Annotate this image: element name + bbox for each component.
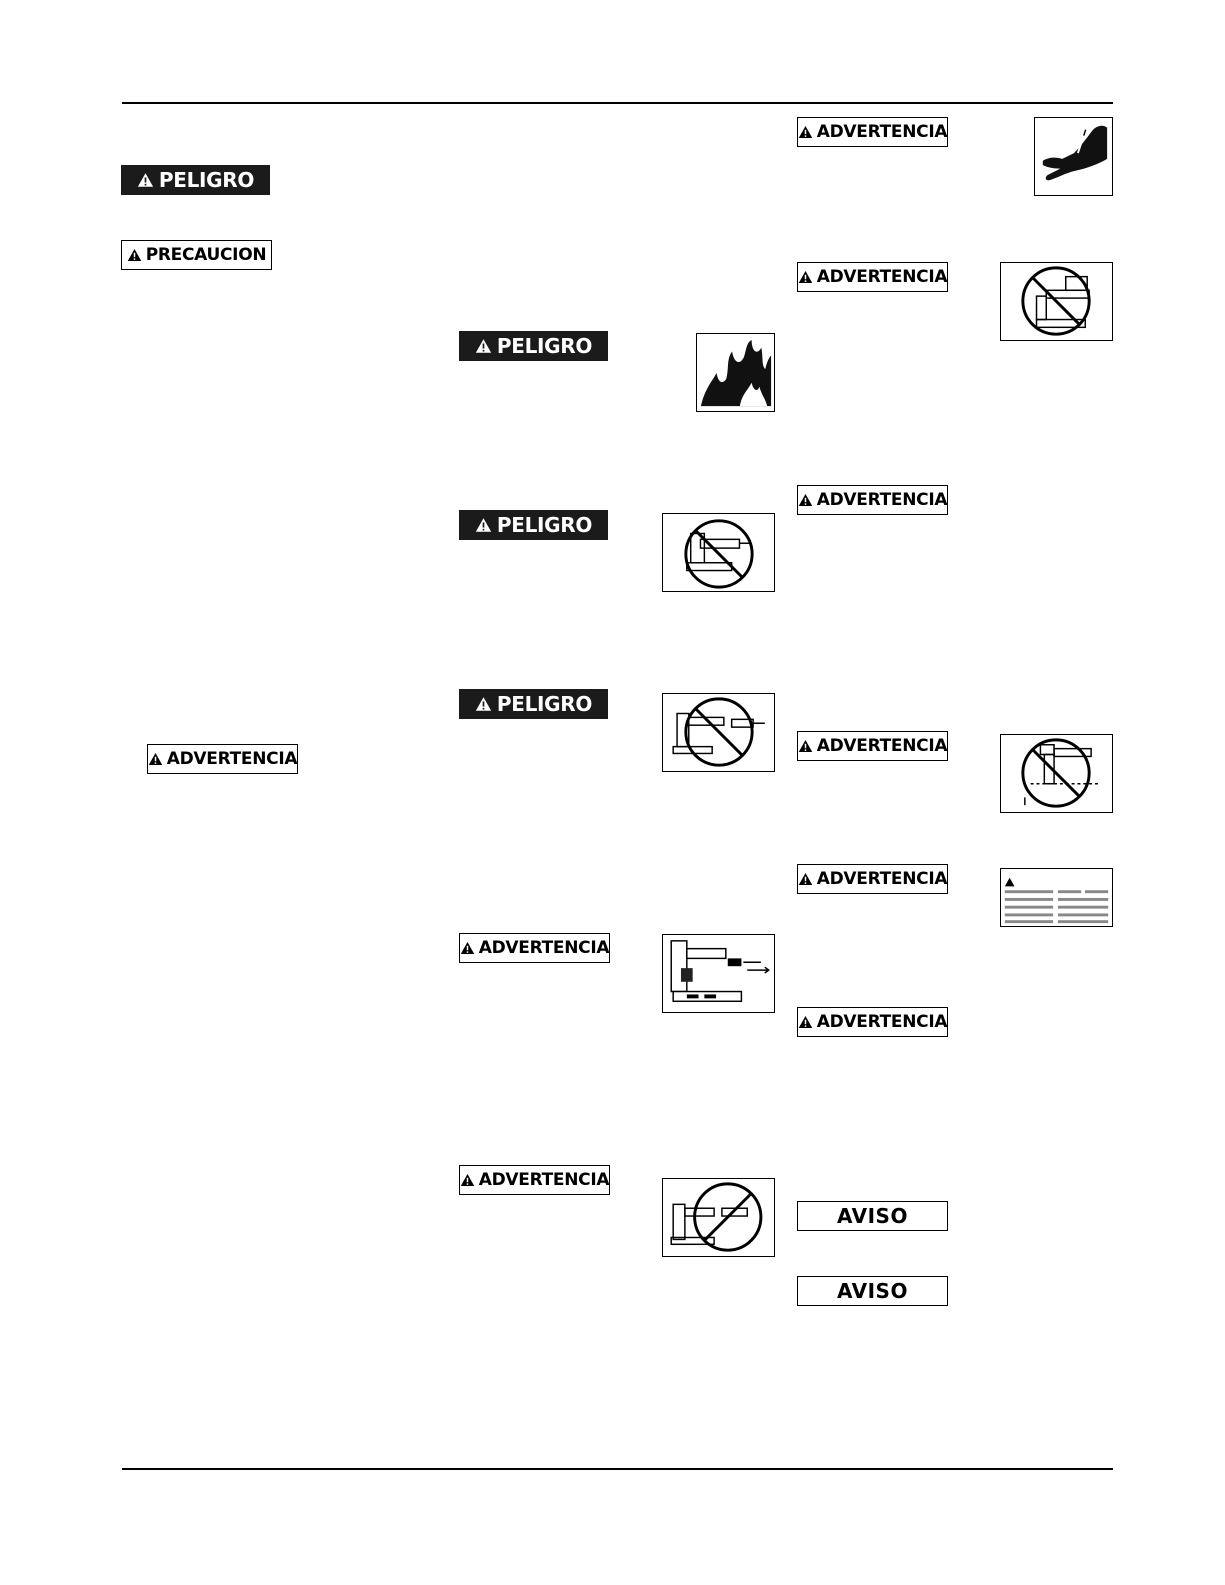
warning-triangle-icon — [798, 270, 813, 284]
peligro-signal — [459, 689, 608, 719]
bottom-rule — [122, 1468, 1113, 1470]
hand-injury-icon — [1034, 117, 1113, 196]
warning-triangle-icon — [798, 1015, 813, 1029]
warning-triangle-icon — [475, 696, 492, 712]
warning-triangle-icon — [798, 872, 813, 886]
advertencia-signal — [797, 864, 948, 894]
prohibited-nailer-icon — [1000, 734, 1113, 813]
no-hose-connect-icon — [662, 1178, 775, 1257]
disconnect-air-hose-icon — [662, 934, 775, 1013]
precaucion-signal — [121, 240, 272, 270]
advertencia-signal — [797, 1007, 948, 1037]
signal-label: ADVERTENCIA — [816, 869, 948, 889]
peligro-signal — [459, 510, 608, 540]
peligro-signal — [121, 165, 270, 195]
advertencia-signal — [797, 117, 948, 147]
advertencia-signal — [797, 262, 948, 292]
signal-label: PRECAUCION — [145, 245, 267, 265]
warning-label-icon — [1000, 868, 1113, 927]
signal-label: AVISO — [837, 1279, 908, 1303]
signal-label: ADVERTENCIA — [816, 736, 948, 756]
aviso-signal — [797, 1201, 948, 1231]
signal-label: PELIGRO — [496, 513, 593, 537]
signal-label: PELIGRO — [496, 692, 593, 716]
peligro-signal — [459, 331, 608, 361]
signal-label: ADVERTENCIA — [816, 267, 948, 287]
aviso-signal — [797, 1276, 948, 1306]
warning-triangle-icon — [460, 1173, 475, 1187]
warning-triangle-icon — [127, 248, 142, 262]
warning-triangle-icon — [475, 517, 492, 533]
advertencia-signal — [147, 744, 298, 774]
signal-label: ADVERTENCIA — [478, 938, 610, 958]
warning-triangle-icon — [148, 752, 163, 766]
prohibited-nailer-icon — [662, 693, 775, 772]
warning-triangle-icon — [475, 338, 492, 354]
signal-label: ADVERTENCIA — [816, 1012, 948, 1032]
signal-label: PELIGRO — [158, 168, 255, 192]
warning-triangle-icon — [798, 739, 813, 753]
signal-label: PELIGRO — [496, 334, 593, 358]
fire-hazard-icon — [696, 333, 775, 412]
top-rule — [122, 102, 1113, 104]
prohibited-nailer-icon — [1000, 262, 1113, 341]
signal-label: ADVERTENCIA — [816, 122, 948, 142]
warning-triangle-icon — [798, 493, 813, 507]
signal-label: ADVERTENCIA — [816, 490, 948, 510]
advertencia-signal — [459, 933, 610, 963]
warning-triangle-icon — [460, 941, 475, 955]
signal-label: ADVERTENCIA — [166, 749, 298, 769]
warning-triangle-icon — [798, 125, 813, 139]
signal-label: ADVERTENCIA — [478, 1170, 610, 1190]
warning-triangle-icon — [137, 172, 154, 188]
advertencia-signal — [459, 1165, 610, 1195]
signal-label: AVISO — [837, 1204, 908, 1228]
prohibited-nailer-icon — [662, 513, 775, 592]
advertencia-signal — [797, 731, 948, 761]
advertencia-signal — [797, 485, 948, 515]
